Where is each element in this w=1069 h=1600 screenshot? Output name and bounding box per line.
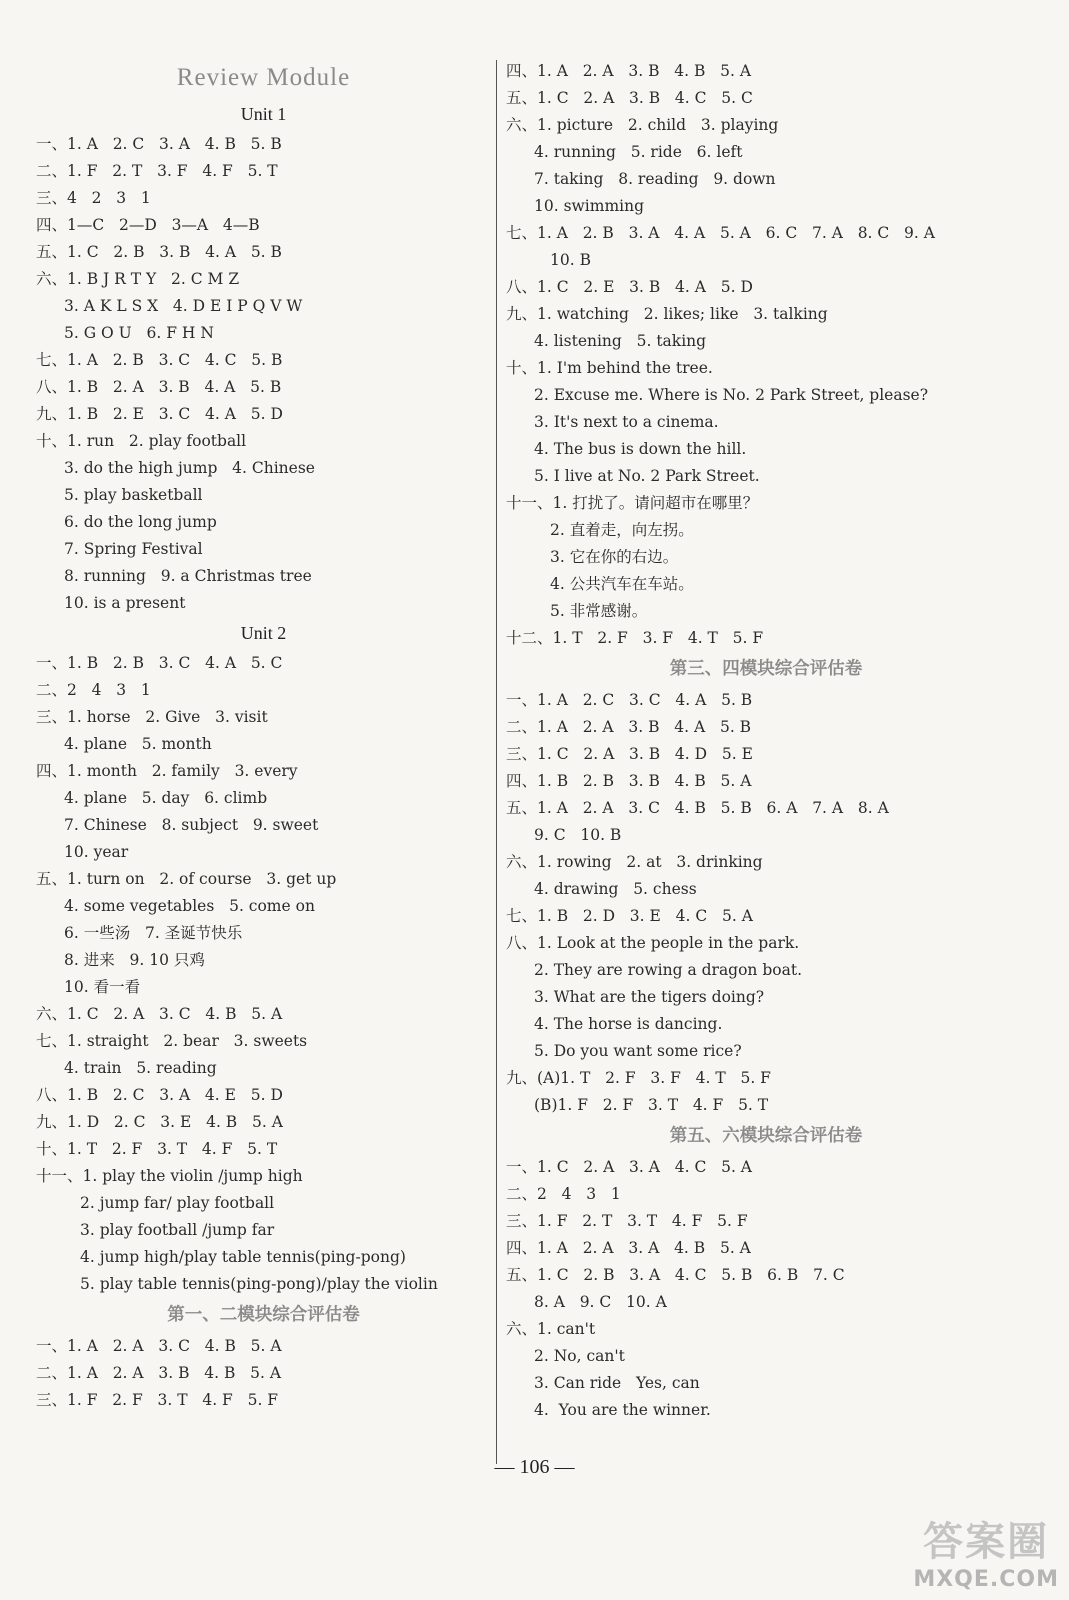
answer-line: 4. The bus is down the hill. [534, 440, 747, 458]
answer-line: 十一、1. 打扰了。请问超市在哪里？ [506, 494, 759, 512]
answer-line: 2. They are rowing a dragon boat. [534, 961, 802, 979]
answer-line: 5. play table tennis(ping-pong)/play the violin [80, 1275, 438, 1293]
left-column [36, 58, 491, 1414]
answer-line: 七、1. A 2. B 3. A 4. A 5. A 6. C 7. A 8. C 9. A [506, 224, 935, 242]
answer-line: 6. 一些汤 7. 圣诞节快乐 [64, 924, 243, 942]
unit-title: Unit 2 [240, 623, 287, 643]
answer-line: 八、1. B 2. C 3. A 4. E 5. D [36, 1086, 283, 1104]
answer-line: 6. do the long jump [64, 513, 217, 531]
answer-line: 一、1. B 2. B 3. C 4. A 5. C [36, 654, 283, 672]
module-title: Review Module [176, 64, 351, 91]
answer-line: 四、1. A 2. A 3. A 4. B 5. A [506, 1239, 751, 1257]
answer-line: 5. Do you want some rice? [534, 1042, 742, 1060]
answer-line: 六、1. C 2. A 3. C 4. B 5. A [36, 1005, 283, 1023]
answer-line: 六、1. rowing 2. at 3. drinking [506, 853, 763, 871]
section-title: 第一、二模块综合评估卷 [167, 1305, 360, 1325]
section-title: 第三、四模块综合评估卷 [669, 659, 863, 679]
answer-line: 2. jump far/ play football [80, 1194, 275, 1212]
answer-line: 五、1. turn on 2. of course 3. get up [36, 870, 337, 888]
answer-line: 5. I live at No. 2 Park Street. [534, 467, 760, 485]
answer-line: 六、1. picture 2. child 3. playing [506, 116, 779, 134]
answer-line: 一、1. A 2. C 3. C 4. A 5. B [506, 691, 753, 709]
answer-line: 10. is a present [64, 594, 186, 612]
right-column [506, 58, 1026, 1424]
answer-line: 六、1. can't [506, 1320, 596, 1338]
answer-line: 2. 直着走，向左拐。 [550, 521, 694, 539]
answer-line: 7. taking 8. reading 9. down [534, 170, 776, 188]
answer-line: 5. play basketball [64, 486, 203, 504]
answer-line: 九、1. watching 2. likes; like 3. talking [506, 305, 828, 323]
answer-line: 十、1. run 2. play football [36, 432, 247, 450]
answer-line: 8. A 9. C 10. A [534, 1293, 667, 1311]
page-footer: — 106 — [494, 1456, 575, 1478]
answer-line: 3. It's next to a cinema. [534, 413, 719, 431]
answer-line: 3. 它在你的右边。 [550, 548, 679, 566]
answer-line: 三、1. C 2. A 3. B 4. D 5. E [506, 745, 753, 763]
answer-line: 八、1. Look at the people in the park. [506, 934, 800, 952]
answer-line: 三、1. horse 2. Give 3. visit [36, 708, 268, 726]
answer-line: 4. 公共汽车在车站。 [550, 575, 694, 593]
answer-line: 五、1. C 2. A 3. B 4. C 5. C [506, 89, 753, 107]
answer-line: 4. The horse is dancing. [534, 1015, 723, 1033]
answer-line: 3. A K L S X 4. D E I P Q V W [64, 297, 303, 315]
answer-line: 7. Chinese 8. subject 9. sweet [64, 816, 319, 834]
answer-line: 九、1. D 2. C 3. E 4. B 5. A [36, 1113, 283, 1131]
answer-line: 4. running 5. ride 6. left [534, 143, 743, 161]
answer-line: 4. some vegetables 5. come on [64, 897, 315, 915]
answer-line: 二、1. F 2. T 3. F 4. F 5. T [36, 162, 278, 180]
unit-title: Unit 1 [240, 104, 287, 124]
answer-line: 5. 非常感谢。 [550, 602, 648, 620]
answer-line: 二、2 4 3 1 [36, 681, 151, 699]
answer-line: 三、1. F 2. F 3. T 4. F 5. F [36, 1391, 279, 1409]
answer-line: 十、1. I'm behind the tree. [506, 359, 713, 377]
answer-line: 四、1. B 2. B 3. B 4. B 5. A [506, 772, 752, 790]
answer-line: 八、1. B 2. A 3. B 4. A 5. B [36, 378, 282, 396]
answer-line: 七、1. B 2. D 3. E 4. C 5. A [506, 907, 753, 925]
answer-line: 十二、1. T 2. F 3. F 4. T 5. F [506, 629, 764, 647]
answer-line: 六、1. B J R T Y 2. C M Z [36, 270, 240, 288]
answer-line: 3. do the high jump 4. Chinese [64, 459, 315, 477]
answer-line: 一、1. A 2. C 3. A 4. B 5. B [36, 135, 282, 153]
answer-line: 10. B [550, 251, 591, 269]
answer-line: 一、1. A 2. A 3. C 4. B 5. A [36, 1337, 282, 1355]
answer-line: 8. running 9. a Christmas tree [64, 567, 312, 585]
column-divider [496, 60, 497, 1464]
answer-line: 九、1. B 2. E 3. C 4. A 5. D [36, 405, 283, 423]
answer-line: 4. jump high/play table tennis(ping-pong) [80, 1248, 406, 1266]
answer-line: 七、1. A 2. B 3. C 4. C 5. B [36, 351, 283, 369]
answer-line: 9. C 10. B [534, 826, 622, 844]
watermark-cn: 答案圈 [923, 1519, 1050, 1565]
answer-line: 二、1. A 2. A 3. B 4. A 5. B [506, 718, 752, 736]
answer-line: 4. plane 5. month [64, 735, 212, 753]
answer-line: 一、1. C 2. A 3. A 4. C 5. A [506, 1158, 753, 1176]
answer-line: 四、1—C 2—D 3—A 4—B [36, 216, 260, 234]
answer-line: 5. G O U 6. F H N [64, 324, 214, 342]
answer-line: 2. No, can't [534, 1347, 625, 1365]
watermark-logo [913, 1510, 1059, 1592]
answer-line: (B)1. F 2. F 3. T 4. F 5. T [534, 1096, 769, 1114]
answer-line: 10. year [64, 843, 129, 861]
section-title: 第五、六模块综合评估卷 [669, 1126, 863, 1146]
answer-line: 3. Can ride Yes, can [534, 1374, 700, 1392]
answer-line: 4. listening 5. taking [534, 332, 707, 350]
answer-line: 4. plane 5. day 6. climb [64, 789, 268, 807]
answer-line: 3. play football /jump far [80, 1221, 275, 1239]
answer-line: 7. Spring Festival [64, 540, 203, 558]
answer-line: 8. 进来 9. 10 只鸡 [64, 951, 205, 969]
answer-line: 十一、1. play the violin /jump high [36, 1167, 303, 1185]
answer-line: 三、1. F 2. T 3. T 4. F 5. F [506, 1212, 748, 1230]
answer-line: 4. train 5. reading [64, 1059, 217, 1077]
answer-line: 八、1. C 2. E 3. B 4. A 5. D [506, 278, 753, 296]
answer-line: 四、1. month 2. family 3. every [36, 762, 298, 780]
answer-line: 十、1. T 2. F 3. T 4. F 5. T [36, 1140, 278, 1158]
answer-line: 2. Excuse me. Where is No. 2 Park Street, please? [534, 386, 929, 404]
answer-line: 三、4 2 3 1 [36, 189, 151, 207]
watermark-domain: MXQE.COM [913, 1567, 1059, 1592]
answer-line: 五、1. C 2. B 3. A 4. C 5. B 6. B 7. C [506, 1266, 845, 1284]
answer-line: 4. drawing 5. chess [534, 880, 697, 898]
answer-line: 3. What are the tigers doing? [534, 988, 765, 1006]
answer-line: 10. swimming [534, 197, 645, 215]
answer-line: 四、1. A 2. A 3. B 4. B 5. A [506, 62, 752, 80]
answer-line: 九、(A)1. T 2. F 3. F 4. T 5. F [506, 1069, 771, 1087]
answer-line: 4. You are the winner. [534, 1401, 711, 1419]
answer-line: 10. 看一看 [64, 978, 141, 996]
answer-line: 五、1. A 2. A 3. C 4. B 5. B 6. A 7. A 8. A [506, 799, 889, 817]
answer-line: 七、1. straight 2. bear 3. sweets [36, 1032, 308, 1050]
answer-line: 五、1. C 2. B 3. B 4. A 5. B [36, 243, 282, 261]
answer-line: 二、2 4 3 1 [506, 1185, 621, 1203]
answer-line: 二、1. A 2. A 3. B 4. B 5. A [36, 1364, 282, 1382]
page-number: 106 [519, 1456, 550, 1478]
